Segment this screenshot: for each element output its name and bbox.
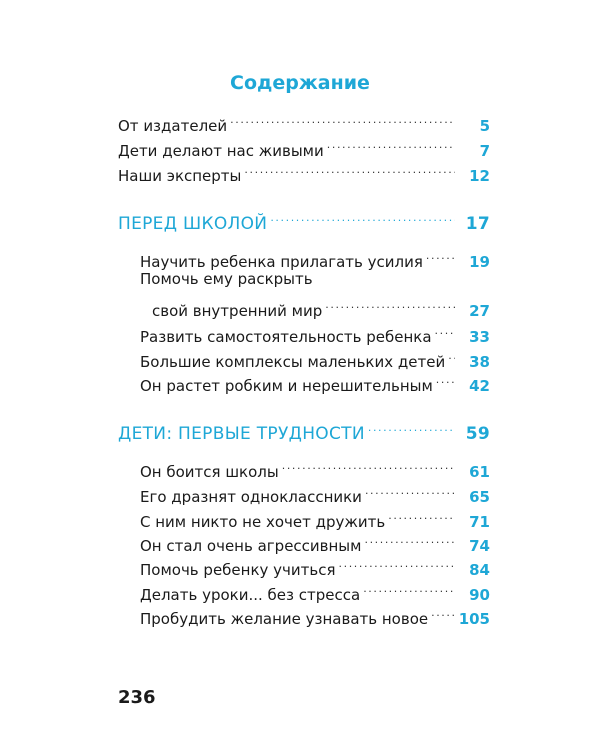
toc-entry-label: Его дразнят одноклассники [140,488,362,506]
toc-entry[interactable] [140,527,490,555]
dot-leader [388,503,455,527]
toc-entry[interactable] [140,478,490,506]
toc-entry-label: Развить самостоятельность ребенка [140,328,432,346]
toc-entry-label: От издателей [118,117,228,135]
toc-entry-page: 38 [469,353,490,371]
toc-section-page: 59 [465,424,490,444]
toc-entry-label: Пробудить желание узнавать новое [140,610,429,628]
dot-leader [327,132,455,156]
toc-section-heading[interactable] [118,415,490,444]
toc-entry-page: 90 [469,586,490,604]
toc-entry[interactable] [118,157,490,185]
toc-entry[interactable] [140,576,490,604]
toc-entry[interactable] [152,292,490,320]
toc-entry-label: Научить ребенка прилагать усилия [140,253,423,271]
toc-entry-label: Он боится школы [140,463,279,481]
page-number: 236 [118,687,156,708]
toc-section-label: ДЕТИ: ПЕРВЫЕ ТРУДНОСТИ [118,424,365,444]
toc-section-page: 17 [465,214,490,234]
toc-entry-label-line1: Помочь ему раскрыть [140,270,313,288]
dot-leader [363,576,455,600]
toc-entry[interactable] [140,243,490,271]
dot-leader [364,527,455,551]
dot-leader [270,205,455,229]
toc-entry[interactable] [140,503,490,531]
dot-leader [436,367,455,391]
dot-leader [230,107,455,131]
toc-entry[interactable] [140,367,490,395]
toc-entry[interactable] [140,551,490,579]
toc-entry-page: 71 [469,513,490,531]
toc-entry-page: 33 [469,328,490,346]
dot-leader [368,415,455,439]
toc-entry-label: Он растет робким и нерешительным [140,377,433,395]
toc-entry[interactable] [118,107,490,135]
dot-leader [244,157,455,181]
dot-leader [431,600,455,624]
toc-entry-page: 74 [469,537,490,555]
toc-entry-page: 42 [469,377,490,395]
toc-entry[interactable] [140,318,490,346]
toc-entry[interactable] [140,453,490,481]
toc-entry-page: 61 [469,463,490,481]
toc-entry-page: 27 [469,302,490,320]
toc-entry-page: 12 [469,167,490,185]
dot-leader [365,478,455,502]
toc-entry[interactable] [140,600,490,628]
toc-entry[interactable] [118,132,490,160]
toc-entry-label: Помочь ребенку учиться [140,561,336,579]
dot-leader [435,318,455,342]
dot-leader [426,243,455,267]
toc-entry-label: С ним никто не хочет дружить [140,513,386,531]
toc-entry-page: 84 [469,561,490,579]
toc-entry-label: Наши эксперты [118,167,242,185]
dot-leader [325,292,455,316]
toc-entry-label: свой внутренний мир [152,302,323,320]
dot-leader [448,343,455,367]
toc-entry-label: Он стал очень агрессивным [140,537,362,555]
toc-section-label: ПЕРЕД ШКОЛОЙ [118,214,268,234]
toc-entry-page: 105 [458,610,490,628]
toc-entry-label: Большие комплексы маленьких детей [140,353,446,371]
page-title: Содержание [230,72,370,94]
toc-entry-label: Делать уроки... без стресса [140,586,361,604]
toc-entry-page: 5 [479,117,490,135]
toc-entry-label: Дети делают нас живыми [118,142,324,160]
dot-leader [282,453,455,477]
toc-section-heading[interactable] [118,205,490,234]
toc-entry-page: 19 [469,253,490,271]
toc-entry-page: 7 [479,142,490,160]
dot-leader [339,551,456,575]
toc-entry-page: 65 [469,488,490,506]
toc-entry[interactable] [140,343,490,371]
